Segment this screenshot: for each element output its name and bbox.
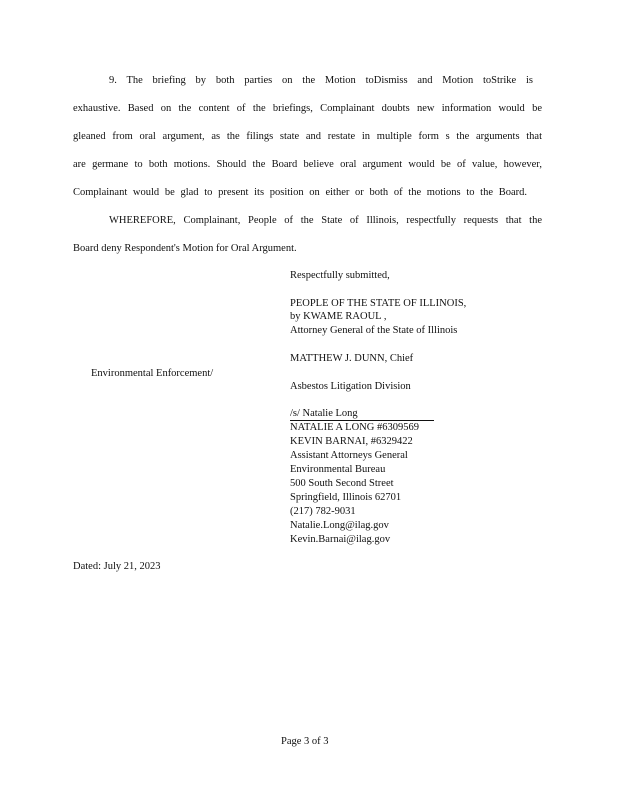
page-number: Page 3 of 3 [281,736,329,747]
email-1: Natalie.Long@ilag.gov [290,520,389,531]
dated: Dated: July 21, 2023 [73,561,161,572]
para9-line-5: Complainant would be glad to present its position on either or both of the motions to the Board. [73,187,527,198]
para9-line-4: are germane to both motions. Should the Board believe oral argument would be of value, however, [73,159,542,170]
city-state-zip: Springfield, Illinois 62701 [290,492,402,503]
wherefore-line-2: Board deny Respondent's Motion for Oral Argument. [73,243,297,254]
para9-line-2: exhaustive. Based on the content of the briefings, Complainant doubts new information would be [73,103,542,114]
by-attorney-general: by KWAME RAOUL , [290,311,387,322]
bureau: Environmental Bureau [290,464,386,475]
attorney-title: Assistant Attorneys General [290,450,408,461]
wherefore-line-1: WHEREFORE, Complainant, People of the State of Illinois, respectfully requests that the [109,215,542,226]
street-address: 500 South Second Street [290,478,394,489]
closing: Respectfully submitted, [290,270,390,281]
para9-line-3: gleaned from oral argument, as the filings state and restate in multiple form s the arguments that [73,131,542,142]
signature-rule [290,420,434,421]
attorney-general-title: Attorney General of the State of Illinois [290,325,458,336]
division-name: Asbestos Litigation Division [290,381,411,392]
phone: (217) 782-9031 [290,506,356,517]
chief-name: MATTHEW J. DUNN, Chief [290,353,414,364]
environmental-enforcement: Environmental Enforcement/ [91,368,214,379]
para9-line-1: 9. The briefing by both parties on the Motion toDismiss and Motion toStrike is [109,75,533,86]
electronic-signature: /s/ Natalie Long [290,408,358,419]
email-2: Kevin.Barnai@ilag.gov [290,534,391,545]
people-of-illinois: PEOPLE OF THE STATE OF ILLINOIS, [290,298,467,309]
attorney-2: KEVIN BARNAI, #6329422 [290,436,413,447]
attorney-1: NATALIE A LONG #6309569 [290,422,419,433]
